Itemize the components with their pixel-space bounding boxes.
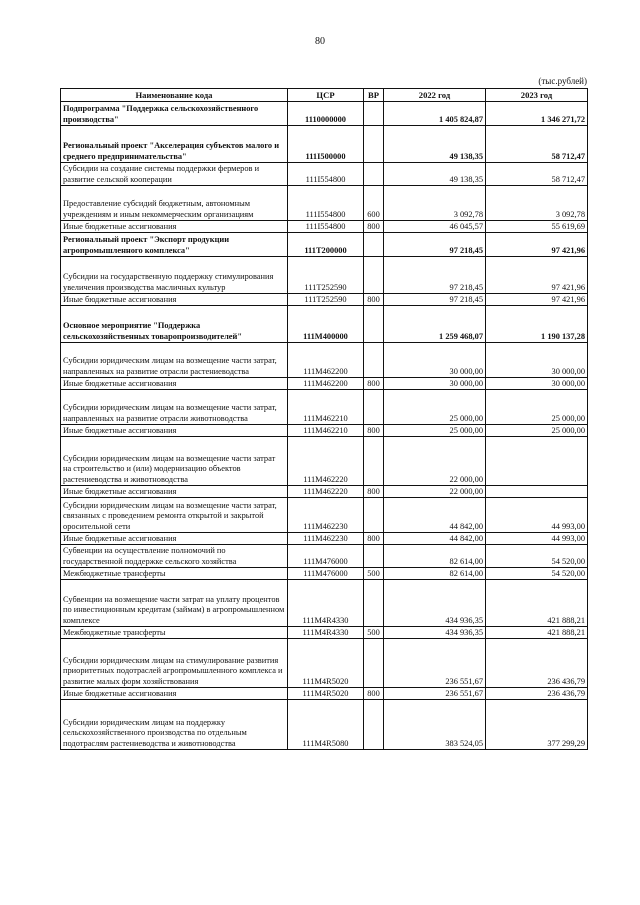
row-value-2022: 49 138,35	[384, 163, 486, 186]
row-name: Иные бюджетные ассигнования	[61, 294, 288, 306]
row-vr	[364, 700, 384, 750]
row-value-2023: 54 520,00	[486, 568, 588, 580]
row-name: Иные бюджетные ассигнования	[61, 533, 288, 545]
row-csr: 1110000000	[288, 102, 364, 126]
table-row	[61, 343, 588, 378]
header-csr: ЦСР	[288, 89, 364, 102]
row-value-2023: 236 436,79	[486, 688, 588, 700]
table-row	[61, 688, 588, 700]
row-csr: 111I554800	[288, 163, 364, 186]
table-row	[61, 533, 588, 545]
row-csr: 111M4R5020	[288, 688, 364, 700]
table-row	[61, 186, 588, 221]
row-value-2023: 97 421,96	[486, 233, 588, 257]
table-row	[61, 390, 588, 425]
row-value-2022: 22 000,00	[384, 486, 486, 498]
row-name: Иные бюджетные ассигнования	[61, 486, 288, 498]
row-name: Субсидии юридическим лицам на возмещение части затрат, направленных на развитие отрасли животноводства	[61, 390, 288, 425]
row-vr	[364, 126, 384, 163]
row-value-2023: 97 421,96	[486, 257, 588, 294]
table-row	[61, 627, 588, 639]
table-row	[61, 102, 588, 126]
row-value-2023: 3 092,78	[486, 186, 588, 221]
row-name: Иные бюджетные ассигнования	[61, 425, 288, 437]
row-name: Подпрограмма "Поддержка сельскохозяйственного производства"	[61, 102, 288, 126]
row-vr	[364, 580, 384, 627]
table-row	[61, 163, 588, 186]
units-note: (тыс.рублей)	[538, 76, 587, 86]
table-row	[61, 568, 588, 580]
row-value-2023: 30 000,00	[486, 343, 588, 378]
row-value-2023: 421 888,21	[486, 580, 588, 627]
table-row	[61, 498, 588, 533]
row-csr: 111I500000	[288, 126, 364, 163]
row-value-2023: 30 000,00	[486, 378, 588, 390]
budget-table	[60, 88, 588, 750]
header-2022: 2022 год	[384, 89, 486, 102]
row-value-2022: 82 614,00	[384, 568, 486, 580]
row-name: Основное мероприятие "Поддержка сельскохозяйственных товаропроизводителей"	[61, 306, 288, 343]
row-name: Субсидии юридическим лицам на стимулирование развития приоритетных подотраслей агропромышленного комплекса и развитие малых форм хозяйствования	[61, 639, 288, 688]
row-value-2022: 434 936,35	[384, 627, 486, 639]
row-vr	[364, 390, 384, 425]
row-csr: 111I554800	[288, 186, 364, 221]
table-row	[61, 306, 588, 343]
row-name: Предоставление субсидий бюджетным, автономным учреждениям и иным некоммерческим организациям	[61, 186, 288, 221]
row-value-2022: 44 842,00	[384, 498, 486, 533]
row-vr: 800	[364, 533, 384, 545]
row-vr	[364, 639, 384, 688]
row-vr	[364, 233, 384, 257]
row-csr: 111M400000	[288, 306, 364, 343]
table-row	[61, 437, 588, 486]
row-name: Субвенции на осуществление полномочий по государственной поддержке сельского хозяйства	[61, 545, 288, 568]
table-body	[61, 102, 588, 750]
row-value-2023: 44 993,00	[486, 498, 588, 533]
row-value-2022: 383 524,05	[384, 700, 486, 750]
row-value-2022: 236 551,67	[384, 639, 486, 688]
row-value-2023: 44 993,00	[486, 533, 588, 545]
table-row	[61, 257, 588, 294]
row-name: Межбюджетные трансферты	[61, 568, 288, 580]
row-value-2023: 55 619,69	[486, 221, 588, 233]
row-vr: 500	[364, 568, 384, 580]
page-number: 80	[315, 36, 325, 47]
row-vr: 600	[364, 186, 384, 221]
row-vr	[364, 257, 384, 294]
row-value-2023: 58 712,47	[486, 126, 588, 163]
header-name: Наименование кода	[61, 89, 288, 102]
row-csr: 111M462200	[288, 378, 364, 390]
table-row	[61, 221, 588, 233]
row-csr: 111M476000	[288, 568, 364, 580]
row-csr: 111M462210	[288, 390, 364, 425]
row-value-2023: 97 421,96	[486, 294, 588, 306]
row-value-2023	[486, 437, 588, 486]
row-csr: 111I554800	[288, 221, 364, 233]
row-vr	[364, 102, 384, 126]
row-vr	[364, 545, 384, 568]
row-name: Субсидии юридическим лицам на возмещение части затрат на строительство и (или) модернизацию объектов растениеводства и животноводства	[61, 437, 288, 486]
row-value-2022: 236 551,67	[384, 688, 486, 700]
row-name: Субсидии юридическим лицам на поддержку сельскохозяйственного производства по отдельным подотраслям растениеводства и животноводства	[61, 700, 288, 750]
row-csr: 111T200000	[288, 233, 364, 257]
row-csr: 111M4R4330	[288, 580, 364, 627]
row-vr: 800	[364, 688, 384, 700]
row-vr	[364, 163, 384, 186]
row-value-2022: 30 000,00	[384, 343, 486, 378]
header-2023: 2023 год	[486, 89, 588, 102]
table-row	[61, 700, 588, 750]
row-vr: 800	[364, 486, 384, 498]
row-value-2022: 46 045,57	[384, 221, 486, 233]
table-row	[61, 126, 588, 163]
row-csr: 111M462220	[288, 486, 364, 498]
row-value-2023: 421 888,21	[486, 627, 588, 639]
table-row	[61, 545, 588, 568]
row-csr: 111M462230	[288, 533, 364, 545]
row-value-2023: 58 712,47	[486, 163, 588, 186]
row-vr: 800	[364, 294, 384, 306]
row-value-2022: 1 405 824,87	[384, 102, 486, 126]
row-value-2023: 1 190 137,28	[486, 306, 588, 343]
row-name: Субсидии на государственную поддержку стимулирования увеличения производства масличных культур	[61, 257, 288, 294]
row-csr: 111T252590	[288, 257, 364, 294]
row-value-2023: 377 299,29	[486, 700, 588, 750]
row-name: Иные бюджетные ассигнования	[61, 378, 288, 390]
row-csr: 111M476000	[288, 545, 364, 568]
row-name: Региональный проект "Экспорт продукции агропромышленного комплекса"	[61, 233, 288, 257]
row-name: Субсидии юридическим лицам на возмещение части затрат, направленных на развитие отрасли растениеводства	[61, 343, 288, 378]
row-csr: 111M4R5080	[288, 700, 364, 750]
row-csr: 111M462210	[288, 425, 364, 437]
row-value-2023: 54 520,00	[486, 545, 588, 568]
row-value-2022: 97 218,45	[384, 233, 486, 257]
row-value-2022: 25 000,00	[384, 425, 486, 437]
row-value-2022: 44 842,00	[384, 533, 486, 545]
row-value-2022: 3 092,78	[384, 186, 486, 221]
row-csr: 111M4R5020	[288, 639, 364, 688]
row-value-2022: 82 614,00	[384, 545, 486, 568]
row-vr: 500	[364, 627, 384, 639]
row-vr	[364, 498, 384, 533]
table-row	[61, 486, 588, 498]
row-value-2022: 97 218,45	[384, 257, 486, 294]
table-row	[61, 378, 588, 390]
row-csr: 111M4R4330	[288, 627, 364, 639]
row-name: Иные бюджетные ассигнования	[61, 221, 288, 233]
row-name: Субвенции на возмещение части затрат на уплату процентов по инвестиционным кредитам (займам) в агропромышленном комплексе	[61, 580, 288, 627]
row-name: Межбюджетные трансферты	[61, 627, 288, 639]
row-value-2023: 25 000,00	[486, 425, 588, 437]
row-value-2022: 434 936,35	[384, 580, 486, 627]
row-vr	[364, 437, 384, 486]
row-value-2023: 236 436,79	[486, 639, 588, 688]
row-value-2022: 97 218,45	[384, 294, 486, 306]
row-vr: 800	[364, 221, 384, 233]
row-vr: 800	[364, 378, 384, 390]
row-value-2022: 22 000,00	[384, 437, 486, 486]
row-csr: 111M462230	[288, 498, 364, 533]
table-row	[61, 580, 588, 627]
row-name: Субсидии на создание системы поддержки фермеров и развитие сельской кооперации	[61, 163, 288, 186]
row-csr: 111M462200	[288, 343, 364, 378]
row-vr	[364, 306, 384, 343]
row-csr: 111T252590	[288, 294, 364, 306]
row-value-2023	[486, 486, 588, 498]
row-name: Региональный проект "Акселерация субъектов малого и среднего предпринимательства"	[61, 126, 288, 163]
row-csr: 111M462220	[288, 437, 364, 486]
row-name: Иные бюджетные ассигнования	[61, 688, 288, 700]
row-vr: 800	[364, 425, 384, 437]
table-header-row	[61, 89, 588, 102]
row-value-2023: 1 346 271,72	[486, 102, 588, 126]
header-vr: ВР	[364, 89, 384, 102]
row-value-2022: 1 259 468,07	[384, 306, 486, 343]
table-row	[61, 425, 588, 437]
row-value-2022: 49 138,35	[384, 126, 486, 163]
table-row	[61, 294, 588, 306]
table-row	[61, 639, 588, 688]
row-value-2022: 25 000,00	[384, 390, 486, 425]
row-vr	[364, 343, 384, 378]
row-value-2022: 30 000,00	[384, 378, 486, 390]
table-row	[61, 233, 588, 257]
row-name: Субсидии юридическим лицам на возмещение части затрат, связанных с проведением ремонта открытой и закрытой оросительной сети	[61, 498, 288, 533]
row-value-2023: 25 000,00	[486, 390, 588, 425]
